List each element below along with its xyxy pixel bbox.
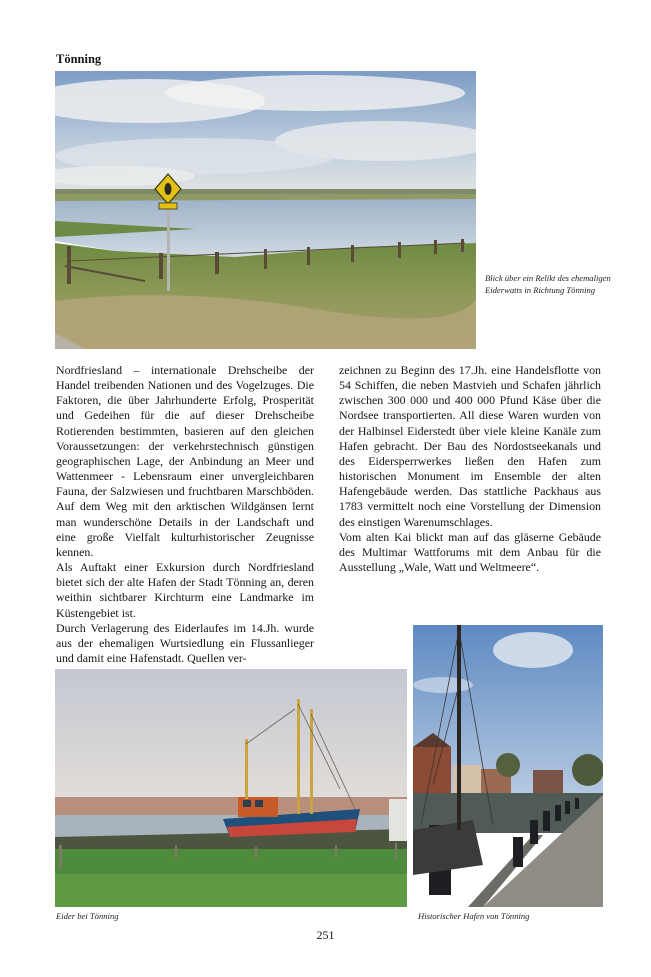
page-title: Tönning — [56, 52, 102, 66]
eider-photo-caption: Eider bei Tönning — [56, 911, 119, 921]
paragraph: Vom alten Kai blickt man auf das gläserne Gebäude des Multimar Wattforums mit dem Anbau für die Ausstellung „Wale, Watt und Weltmeere“. — [339, 529, 601, 575]
text-column-left — [56, 363, 314, 666]
harbor-photo-caption: Historischer Hafen von Tönning — [418, 911, 530, 921]
paragraph: Durch Verlagerung des Eiderlaufes im 14.Jh. wurde aus der ehemaligen Wurtsiedlung ein Flussanlieger und damit eine Hafenstadt. Quellen ver- — [56, 620, 314, 665]
paragraph: Als Auftakt einer Exkursion durch Nordfriesland bietet sich der alte Hafen der Stadt Tönning an, deren weithin sichtbarer Kirchturm eine Landmarke im Küstengebiet ist. — [56, 560, 314, 620]
historic-harbor-photo — [413, 625, 603, 907]
text-column-right — [339, 363, 601, 575]
wetland-photo — [55, 71, 476, 349]
paragraph: Nordfriesland – internationale Drehscheibe der Handel treibenden Nationen und des Vogelzuges. Die Faktoren, die über Jahrhunderte Erfolg, Prosperität und Gedeihen für die auf dieser Drehscheibe Rotierenden bestimmten, basieren auf den gleichen Voraussetzungen: der verkehrstechnisch günstigen geographischen Lage, der Anbindung an Meer und Wattenmeer - Lebensraum einer unvergleichbaren Fauna, der Salzwiesen und fruchtbaren Marschböden. Auf dem Weg mit den arktischen Wildgänsen lernt man wunderschöne Details in der Landschaft und eine große Vielfalt kulturhistorischer Zeugnisse kennen. — [56, 363, 314, 559]
page-number: 251 — [316, 928, 335, 942]
wetland-photo-caption: Blick über ein Relikt des ehemaligen Eiderwatts in Richtung Tönning — [485, 273, 611, 295]
paragraph: zeichnen zu Beginn des 17.Jh. eine Handelsflotte von 54 Schiffen, die neben Mastvieh und Schafen jährlich zwischen 300 000 und 400 000 Pfund Käse über die Nordsee transportierten. All diese Waren wurden von der Halbinsel Eiderstedt über viele kleine Kanäle zum Hafen gebracht. Der Bau des Nordostseekanals und des Eidersperrwerkes ließen den Hafen zum historischen Monument im Ensemble der alten Hafengebäude werden. Das stattliche Packhaus aus 1783 vermittelt noch eine Vorstellung der Dimension des einstigen Warenumschlages. — [339, 363, 601, 529]
eider-boat-photo — [55, 669, 407, 907]
